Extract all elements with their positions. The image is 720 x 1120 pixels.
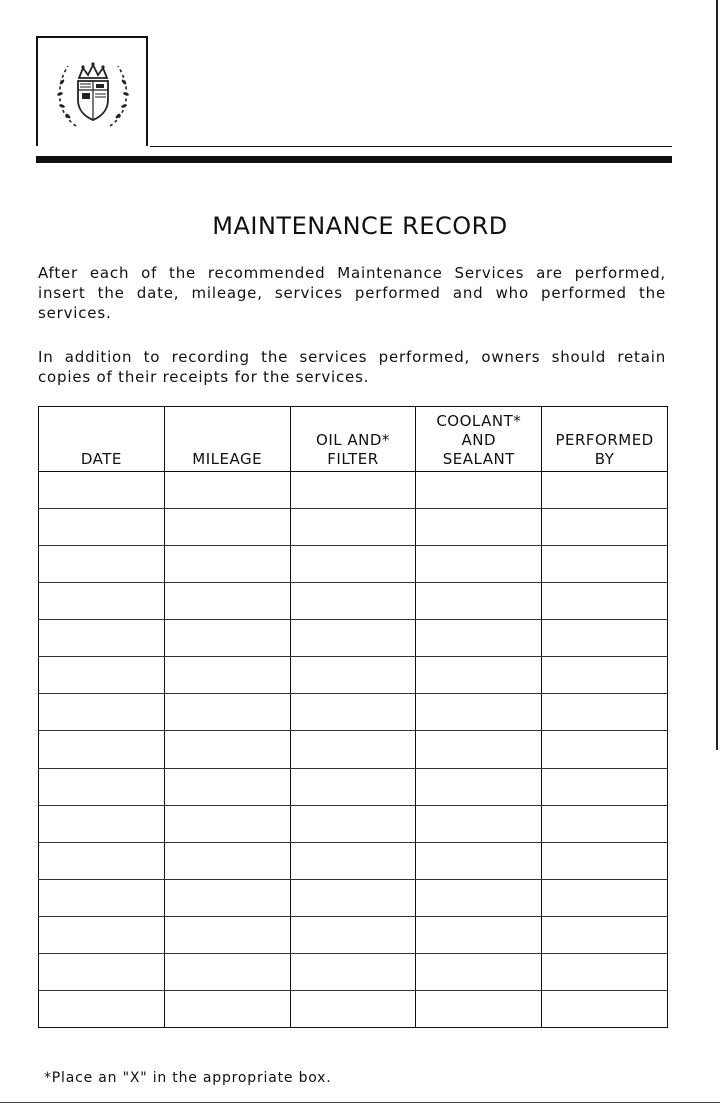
column-header-oil-filter: OIL AND* FILTER: [290, 407, 416, 472]
cell-oil-filter[interactable]: [290, 620, 416, 657]
cell-coolant-sealant[interactable]: [416, 953, 542, 990]
cell-mileage[interactable]: [164, 583, 290, 620]
cell-coolant-sealant[interactable]: [416, 546, 542, 583]
cell-performed-by[interactable]: [542, 768, 668, 805]
cell-performed-by[interactable]: [542, 509, 668, 546]
cell-date[interactable]: [39, 768, 165, 805]
cell-performed-by[interactable]: [542, 879, 668, 916]
cell-date[interactable]: [39, 509, 165, 546]
cell-date[interactable]: [39, 620, 165, 657]
cell-oil-filter[interactable]: [290, 805, 416, 842]
maintenance-record-table: [38, 406, 668, 1028]
cell-performed-by[interactable]: [542, 916, 668, 953]
cell-date[interactable]: [39, 472, 165, 509]
cell-coolant-sealant[interactable]: [416, 657, 542, 694]
intro-paragraph: After each of the recommended Maintenance Services are performed, insert the date, mileage, services performed and who performed the services.: [38, 264, 666, 322]
cell-mileage[interactable]: [164, 805, 290, 842]
footnote: *Place an "X" in the appropriate box.: [44, 1070, 332, 1086]
page-title: MAINTENANCE RECORD: [212, 212, 508, 241]
table-row: [39, 657, 668, 694]
cell-date[interactable]: [39, 990, 165, 1027]
cell-oil-filter[interactable]: [290, 879, 416, 916]
cell-date[interactable]: [39, 879, 165, 916]
table-row: [39, 768, 668, 805]
cell-oil-filter[interactable]: [290, 657, 416, 694]
cell-date[interactable]: [39, 657, 165, 694]
table-row: [39, 731, 668, 768]
cell-oil-filter[interactable]: [290, 953, 416, 990]
cell-mileage[interactable]: [164, 657, 290, 694]
cell-performed-by[interactable]: [542, 472, 668, 509]
cell-mileage[interactable]: [164, 546, 290, 583]
receipts-paragraph: In addition to recording the services performed, owners should retain copies of their receipts for the services.: [38, 348, 666, 386]
cell-performed-by[interactable]: [542, 842, 668, 879]
cell-mileage[interactable]: [164, 953, 290, 990]
cell-performed-by[interactable]: [542, 694, 668, 731]
cell-oil-filter[interactable]: [290, 990, 416, 1027]
cell-performed-by[interactable]: [542, 620, 668, 657]
table-row: [39, 805, 668, 842]
bottom-rule: [0, 1102, 720, 1103]
cell-date[interactable]: [39, 583, 165, 620]
cell-mileage[interactable]: [164, 509, 290, 546]
column-header-date: DATE: [39, 407, 165, 472]
cell-date[interactable]: [39, 805, 165, 842]
table-row: [39, 509, 668, 546]
cell-coolant-sealant[interactable]: [416, 694, 542, 731]
emblem-frame: [36, 36, 148, 146]
cell-oil-filter[interactable]: [290, 546, 416, 583]
cell-coolant-sealant[interactable]: [416, 916, 542, 953]
header-rule-thin: [150, 146, 672, 147]
cell-mileage[interactable]: [164, 768, 290, 805]
cell-performed-by[interactable]: [542, 805, 668, 842]
cell-date[interactable]: [39, 842, 165, 879]
cell-oil-filter[interactable]: [290, 842, 416, 879]
table-body: [39, 472, 668, 1028]
cell-mileage[interactable]: [164, 472, 290, 509]
cell-date[interactable]: [39, 916, 165, 953]
cell-mileage[interactable]: [164, 620, 290, 657]
table-row: [39, 953, 668, 990]
table-row: [39, 916, 668, 953]
table-row: [39, 472, 668, 509]
cadillac-crest-wreath-icon: [48, 48, 138, 138]
column-header-performed-by: PERFORMED BY: [542, 407, 668, 472]
table-row: [39, 990, 668, 1027]
cell-coolant-sealant[interactable]: [416, 509, 542, 546]
cell-performed-by[interactable]: [542, 657, 668, 694]
cell-coolant-sealant[interactable]: [416, 842, 542, 879]
cell-coolant-sealant[interactable]: [416, 583, 542, 620]
cell-date[interactable]: [39, 953, 165, 990]
cell-performed-by[interactable]: [542, 953, 668, 990]
cell-oil-filter[interactable]: [290, 583, 416, 620]
cell-coolant-sealant[interactable]: [416, 990, 542, 1027]
cell-mileage[interactable]: [164, 842, 290, 879]
table-row: [39, 620, 668, 657]
column-header-coolant-sealant: COOLANT* AND SEALANT: [416, 407, 542, 472]
cell-coolant-sealant[interactable]: [416, 472, 542, 509]
table-row: [39, 546, 668, 583]
cell-oil-filter[interactable]: [290, 472, 416, 509]
cell-coolant-sealant[interactable]: [416, 620, 542, 657]
table-row: [39, 879, 668, 916]
table-row: [39, 694, 668, 731]
table-row: [39, 583, 668, 620]
cell-date[interactable]: [39, 694, 165, 731]
cell-coolant-sealant[interactable]: [416, 805, 542, 842]
cell-date[interactable]: [39, 731, 165, 768]
header-rule-thick: [36, 156, 672, 163]
cell-oil-filter[interactable]: [290, 731, 416, 768]
cell-performed-by[interactable]: [542, 546, 668, 583]
column-header-mileage: MILEAGE: [164, 407, 290, 472]
cell-mileage[interactable]: [164, 879, 290, 916]
cell-coolant-sealant[interactable]: [416, 768, 542, 805]
cell-performed-by[interactable]: [542, 990, 668, 1027]
cell-mileage[interactable]: [164, 731, 290, 768]
cell-performed-by[interactable]: [542, 731, 668, 768]
cell-mileage[interactable]: [164, 916, 290, 953]
page-edge-line: [716, 0, 718, 750]
cell-mileage[interactable]: [164, 694, 290, 731]
table-header-row: [39, 407, 668, 472]
cell-mileage[interactable]: [164, 990, 290, 1027]
cell-oil-filter[interactable]: [290, 916, 416, 953]
cell-oil-filter[interactable]: [290, 509, 416, 546]
cell-coolant-sealant[interactable]: [416, 731, 542, 768]
cell-oil-filter[interactable]: [290, 768, 416, 805]
cell-coolant-sealant[interactable]: [416, 879, 542, 916]
cell-date[interactable]: [39, 546, 165, 583]
table-row: [39, 842, 668, 879]
cell-performed-by[interactable]: [542, 583, 668, 620]
cell-oil-filter[interactable]: [290, 694, 416, 731]
